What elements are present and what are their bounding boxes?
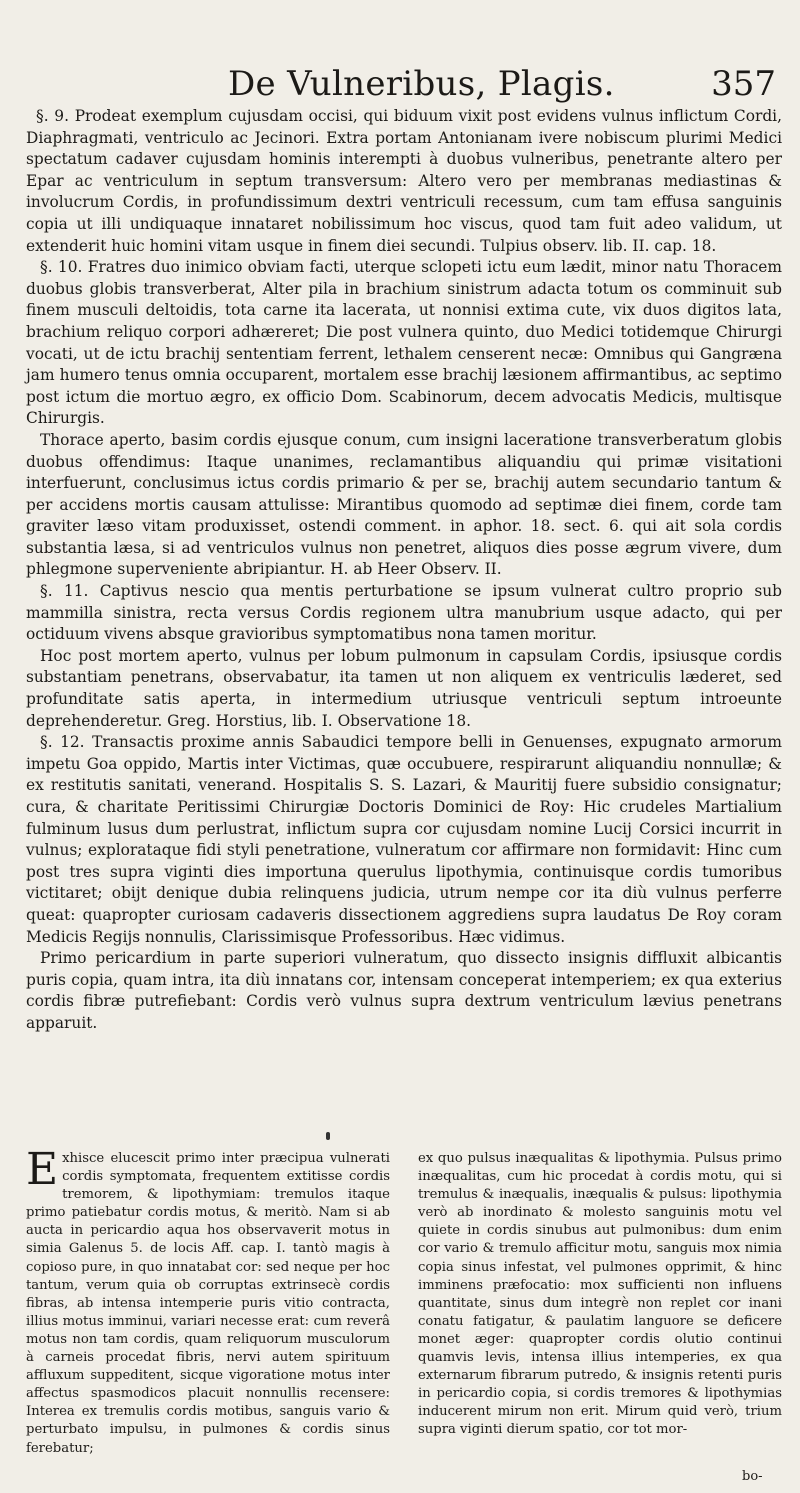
section-divider-mark xyxy=(326,1132,330,1140)
page-number: 357 xyxy=(711,64,776,104)
catchword: bo- xyxy=(742,1469,763,1484)
running-title: De Vulneribus, Plagis. xyxy=(228,64,615,104)
page-header xyxy=(0,62,800,108)
commentary-right-column: ex quo pulsus inæqualitas & lipothymia. Pulsus primo inæqualitas, cum hic procedat à cordis motu, qui si tremulus & inæqualis, inæqualis & pulsus: lipothymia verò ab inordinato & molesto sanguinis motu vel quiete in cordis sinubus aut pulmonibus: dum enim cor vario & tremulo afficitur motu, sanguis mox nimia copia sinus infestat, vel pulmones opprimit, & hinc imminens præfocatio: mox sufficienti non influens quantitate, sinus dum integrè non replet cor inani conatu fatigatur, & paulatim languore se deficere monet æger: quapropter cordis olutio continui quamvis levis, intensa illius intemperies, ex qua externarum fibrarum putredo, & insignis retenti puris in pericardio copia, si cordis tremores & lipothymias inducerent mirum non erit. Mirum quid verò, trium supra viginti dierum spatio, cor tot mor- xyxy=(418,1151,782,1438)
commentary-left-column xyxy=(26,1144,390,1458)
paragraph-thorace-aperto: Thorace aperto, basim cordis ejusque conum, cum insigni laceratione transverberatum globis duobus offendimus: Itaque unanimes, reclamantibus aliquandiu qui primæ visitationi interfuerunt, conclusimus ictus cordis primario & per se, brachij autem secundario tantum & per accidens mortis causam attulisse: Mirantibus quomodo ad septimæ diei finem, corde tam graviter læso vitam produxisset, ostendi comment. in aphor. 18. sect. 6. qui ait sola cordis substantia læsa, si ad ventriculos vulnus non penetret, aliquos dies posse ægrum vivere, dum phlegmone superveniente abripiantur. H. ab Heer Observ. II. xyxy=(26,430,782,579)
paragraph-section-10: §. 10. Fratres duo inimico obviam facti, uterque sclopeti ictu eum lædit, minor natu Thoracem duobus globis transverberat, Alter pila in brachium sinistrum adacta totum os comminuit sub finem musculi deltoidis, tota carne ita lacerata, ut nonnisi extima cute, vix duos digitos lata, brachium reliquo corpori adhæreret; Die post vulnera quinto, duo Medici totidemque Chirurgi vocati, ut de ictu brachij sententiam ferrent, lethalem censerent necæ: Omnibus qui Gangræna jam humero tenus omnia occuparent, mortalem esse brachij læsionem affirmantibus, ac septimo post ictum die mortuo ægro, ex officio Dom. Scabinorum, decem advocatis Medicis, multisque Chirurgis. xyxy=(26,258,782,428)
paragraph-hoc-post-mortem: Hoc post mortem aperto, vulnus per lobum pulmonum in capsulam Cordis, ipsiusque cordis substantiam penetrans, observabatur, ita tamen ut non aliquem ex ventriculis læderet, sed profunditate satis aperta, in intermedium utriusque ventriculi septum introeunte deprehenderetur. Greg. Horstius, lib. I. Observatione 18. xyxy=(26,646,782,730)
paragraph-section-11: §. 11. Captivus nescio qua mentis perturbatione se ipsum vulnerat cultro proprio sub mammilla sinistra, recta versus Cordis regionem ultra manubrium usque adacto, qui per octiduum vivens absque gravioribus symptomatibus nona tamen moritur. xyxy=(26,582,782,644)
main-text xyxy=(26,106,782,1035)
commentary-left-text: xhisce elucescit primo inter præcipua vulnerati cordis symptomata, frequentem extitisse cordis tremorem, & lipothymiam: tremulos itaque primo patiebatur cordis motus, & meritò. Nam si ab aucta in pericardio aqua hos observaverit motus in simia Galenus 5. de locis Aff. cap. I. tantò magis à copioso pure, in quo innatabat cor: sed neque per hoc tantum, verum quia ob corruptas extrinsecè cordis fibras, ab intensa intemperie puris vitio contracta, illius motus imminui, variari necesse erat: cum reverâ motus non tam cordis, quam reliquorum musculorum à carneis procedat fibris, nervi autem spirituum affluxum suppeditent, sicque vigoratione motus inter affectus spasmodicos placuit nonnullis recensere: Interea ex tremulis cordis motibus, sanguis vario & perturbato impulsu, in pulmones & cordis sinus ferebatur; xyxy=(26,1151,390,1456)
drop-cap: E xyxy=(26,1144,59,1195)
paragraph-primo-pericardium: Primo pericardium in parte superiori vulneratum, quo dissecto insignis diffluxit albicantis puris copia, quam intra, ita diù innatans cor, intensam conceperat intemperiem; ex qua exterius cordis fibræ putrefiebant: Cordis verò vulnus supra dextrum ventriculum lævius penetrans apparuit. xyxy=(26,949,782,1032)
commentary-columns xyxy=(26,1144,782,1470)
paragraph-section-9: §. 9. Prodeat exemplum cujusdam occisi, qui biduum vixit post evidens vulnus inflictum Cordi, Diaphragmati, ventriculo ac Jecinori. Extra portam Antonianam ivere nobiscum plurimi Medici spectatum cadaver cujusdam hominis interempti à duobus vulneribus, penetrante altero per Epar ac ventriculum in septum transversum: Altero vero per membranas mediastinas & involucrum Cordis, in profundissimum dextri ventriculi recessum, cum tam effusa sanguinis copia ut illi undiquaque innataret nobilissimum hoc viscus, quod tam fuit adeo validum, ut extenderit huic homini vitam usque in finem diei secundi. Tulpius observ. lib. II. cap. 18. xyxy=(26,107,782,255)
paragraph-section-12: §. 12. Transactis proxime annis Sabaudici tempore belli in Genuenses, expugnato armorum impetu Goa oppido, Martis inter Victimas, quæ occubuere, respirarunt aliquandiu nonnullæ; & ex restitutis sanitati, venerand. Hospitalis S. S. Lazari, & Mauritij fuere subsidio consignatur; cura, & charitate Peritissimi Chirurgiæ Doctoris Dominici de Roy: Hic crudeles Martialium fulminum lusus dum perlustrat, inflictum supra cor cujusdam nomine Lucij Corsici incurrit in vulnus; explorataque fidi styli penetratione, vulneratum cor affirmare non formidavit: Hinc cum post tres supra viginti dies importuna querulus lipothymia, continuisque cordis tumoribus victitaret; obijt denique dubia relinquens judicia, utrum nempe cor ita diù vulnus perferre queat: quapropter curiosam cadaveris dissectionem aggrediens supra laudatus De Roy coram Medicis Regijs nonnulis, Clarissimisque Professoribus. Hæc vidimus. xyxy=(26,733,782,946)
